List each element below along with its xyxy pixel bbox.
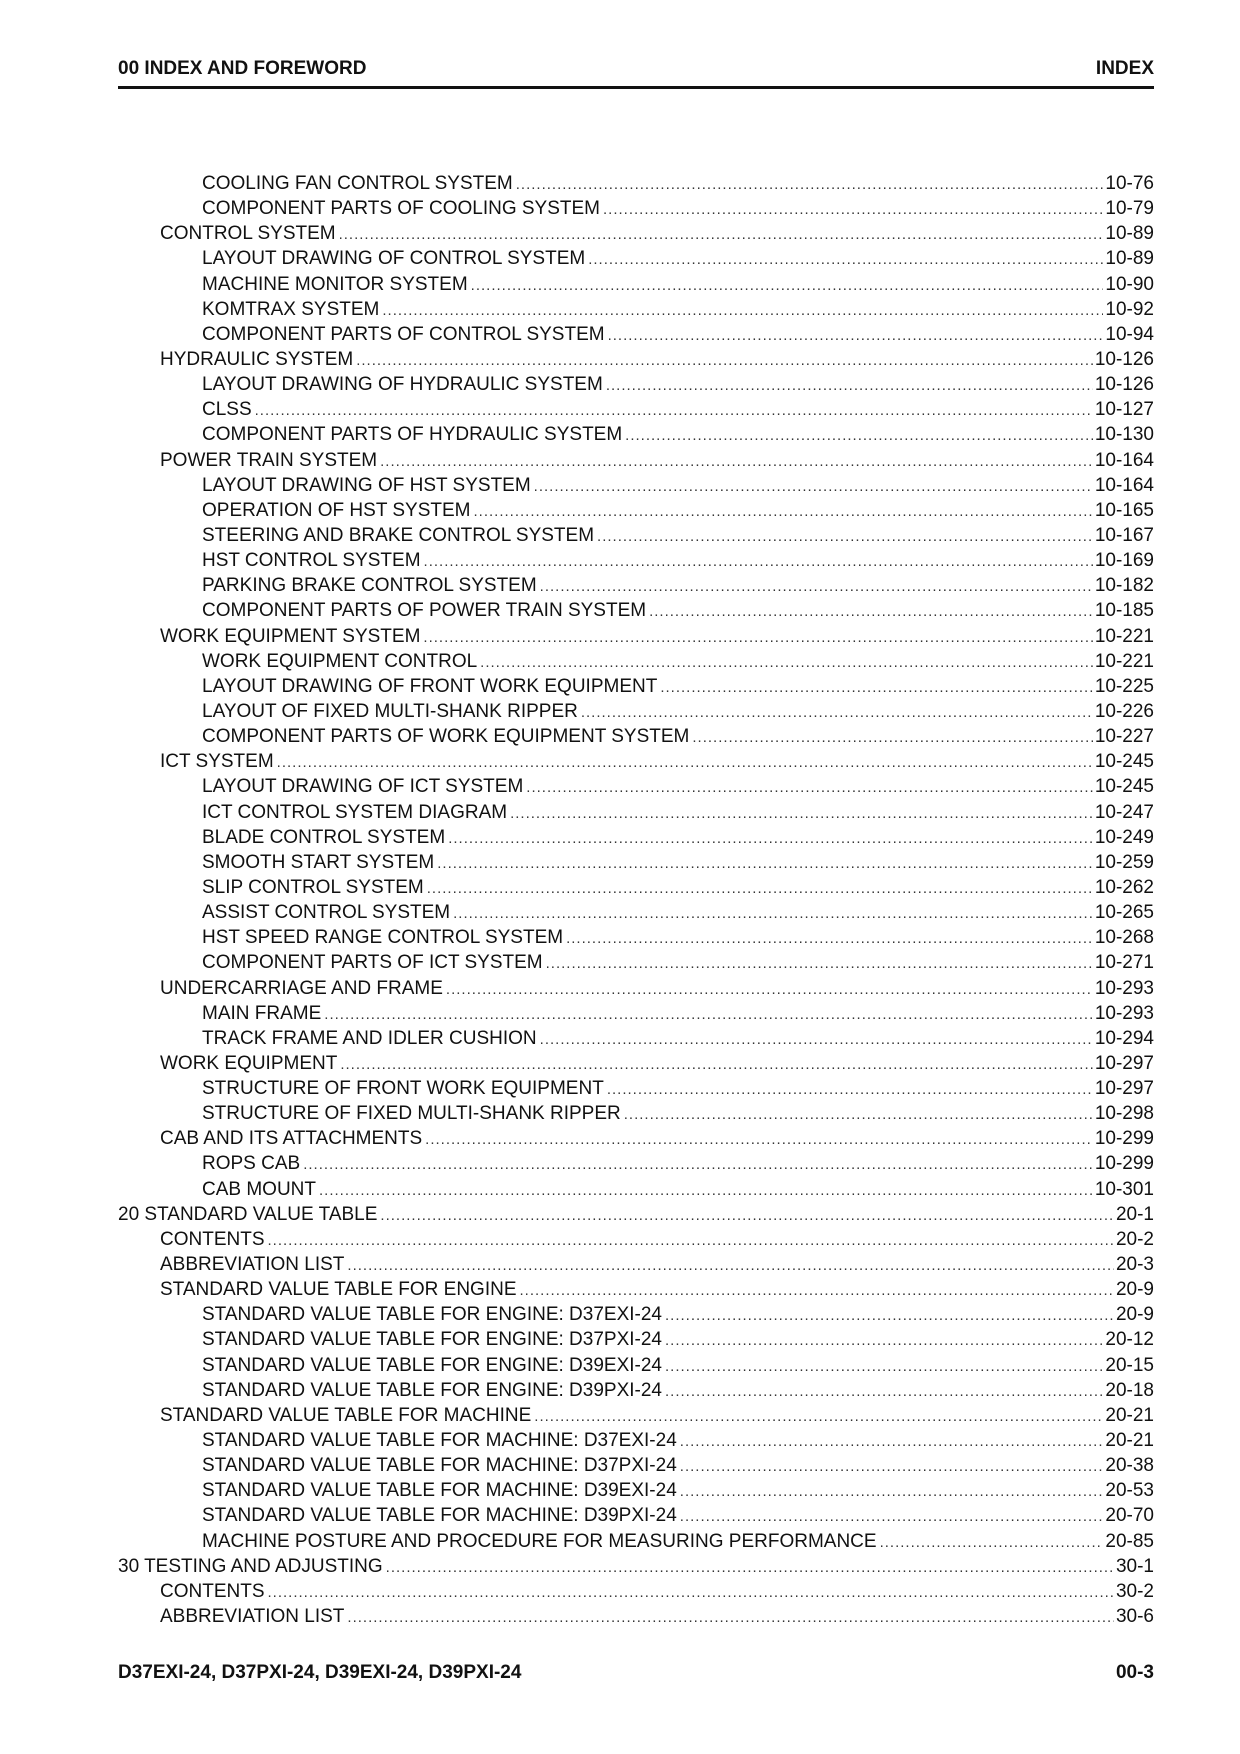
toc-entry[interactable] <box>118 1227 1154 1252</box>
toc-entry-title: CAB MOUNT <box>202 1178 316 1200</box>
dot-leader <box>534 1403 1103 1429</box>
dot-leader <box>319 1177 1093 1203</box>
toc-entry-title: POWER TRAIN SYSTEM <box>160 449 378 471</box>
toc-entry[interactable] <box>118 724 1154 749</box>
dot-leader <box>356 347 1093 373</box>
toc-entry-title: LAYOUT DRAWING OF CONTROL SYSTEM <box>202 248 586 270</box>
toc-entry-title: COMPONENT PARTS OF HYDRAULIC SYSTEM <box>202 424 623 446</box>
toc-entry-page: 20-9 <box>1115 1279 1154 1301</box>
dot-leader <box>453 900 1093 926</box>
toc-entry[interactable] <box>118 749 1154 774</box>
toc-entry-page: 10-299 <box>1094 1153 1154 1175</box>
toc-entry-title: CLSS <box>202 399 252 421</box>
toc-entry-page: 10-259 <box>1094 851 1154 873</box>
toc-entry-title: SMOOTH START SYSTEM <box>202 851 435 873</box>
dot-leader <box>606 372 1093 398</box>
toc-entry[interactable] <box>118 674 1154 699</box>
toc-entry-title: ABBREVIATION LIST <box>160 1606 345 1628</box>
toc-entry-title: ROPS CAB <box>202 1153 301 1175</box>
toc-entry-page: 20-2 <box>1115 1228 1154 1250</box>
dot-leader <box>540 573 1093 599</box>
dot-leader <box>347 1252 1114 1278</box>
toc-entry[interactable] <box>118 1076 1154 1101</box>
toc-entry[interactable] <box>118 850 1154 875</box>
toc-entry-page: 10-94 <box>1105 323 1154 345</box>
toc-entry[interactable] <box>118 598 1154 623</box>
toc-entry-page: 10-164 <box>1094 474 1154 496</box>
toc-entry-page: 10-294 <box>1094 1027 1154 1049</box>
toc-entry[interactable] <box>118 649 1154 674</box>
toc-entry-title: HYDRAULIC SYSTEM <box>160 348 354 370</box>
dot-leader <box>665 1353 1103 1379</box>
toc-entry-title: PARKING BRAKE CONTROL SYSTEM <box>202 575 537 597</box>
toc-entry-page: 10-126 <box>1094 374 1154 396</box>
toc-entry-page: 20-3 <box>1115 1254 1154 1276</box>
toc-entry-page: 10-89 <box>1105 248 1154 270</box>
toc-entry-title: STANDARD VALUE TABLE FOR MACHINE: D39PXI-24 <box>202 1505 677 1527</box>
toc-entry[interactable] <box>118 473 1154 498</box>
toc-entry[interactable] <box>118 448 1154 473</box>
dot-leader <box>347 1604 1114 1630</box>
toc-entry-page: 30-1 <box>1115 1555 1154 1577</box>
toc-entry[interactable] <box>118 950 1154 975</box>
toc-entry-title: KOMTRAX SYSTEM <box>202 298 380 320</box>
toc-entry-title: CONTROL SYSTEM <box>160 223 336 245</box>
toc-entry[interactable] <box>118 1604 1154 1629</box>
toc-entry-title: LAYOUT OF FIXED MULTI-SHANK RIPPER <box>202 700 578 722</box>
toc-entry-page: 10-225 <box>1094 675 1154 697</box>
dot-leader <box>520 1277 1114 1303</box>
toc-entry-title: LAYOUT DRAWING OF HYDRAULIC SYSTEM <box>202 374 603 396</box>
toc-entry-page: 10-299 <box>1094 1128 1154 1150</box>
toc-entry-page: 10-226 <box>1094 700 1154 722</box>
page-footer <box>118 1662 1154 1686</box>
toc-entry-title: STANDARD VALUE TABLE FOR ENGINE: D37EXI-24 <box>202 1304 662 1326</box>
toc-entry-title: STANDARD VALUE TABLE FOR ENGINE <box>160 1279 517 1301</box>
toc-entry-page: 30-6 <box>1115 1606 1154 1628</box>
toc-entry[interactable] <box>118 498 1154 523</box>
toc-entry-title: 20 STANDARD VALUE TABLE <box>118 1203 378 1225</box>
dot-leader <box>380 1202 1114 1228</box>
toc-entry[interactable] <box>118 1026 1154 1051</box>
toc-entry-page: 10-297 <box>1094 1078 1154 1100</box>
toc-entry-title: STANDARD VALUE TABLE FOR ENGINE: D39EXI-24 <box>202 1354 662 1376</box>
toc-entry[interactable] <box>118 196 1154 221</box>
toc-entry[interactable] <box>118 1101 1154 1126</box>
toc-entry[interactable] <box>118 1378 1154 1403</box>
dot-leader <box>588 246 1103 272</box>
dot-leader <box>608 322 1104 348</box>
dot-leader <box>625 422 1093 448</box>
toc-entry-title: MAIN FRAME <box>202 1002 322 1024</box>
toc-entry[interactable] <box>118 1503 1154 1528</box>
toc-entry[interactable] <box>118 347 1154 372</box>
dot-leader <box>546 950 1093 976</box>
toc-entry-title: COMPONENT PARTS OF ICT SYSTEM <box>202 952 543 974</box>
toc-entry-page: 10-301 <box>1094 1178 1154 1200</box>
toc-entry-title: STRUCTURE OF FIXED MULTI-SHANK RIPPER <box>202 1103 621 1125</box>
toc-entry[interactable] <box>118 1554 1154 1579</box>
dot-leader <box>339 221 1104 247</box>
toc-entry-page: 10-298 <box>1094 1103 1154 1125</box>
toc-entry-page: 20-12 <box>1105 1329 1154 1351</box>
toc-entry[interactable] <box>118 1151 1154 1176</box>
dot-leader <box>255 397 1093 423</box>
dot-leader <box>680 1428 1104 1454</box>
dot-leader <box>324 1001 1093 1027</box>
toc-entry-title: COOLING FAN CONTROL SYSTEM <box>202 173 513 194</box>
toc-entry[interactable] <box>118 397 1154 422</box>
dot-leader <box>424 548 1093 574</box>
toc-entry-page: 10-249 <box>1094 826 1154 848</box>
toc-entry-title: OPERATION OF HST SYSTEM <box>202 499 471 521</box>
toc-entry-page: 10-185 <box>1094 600 1154 622</box>
toc-entry-page: 20-21 <box>1105 1404 1154 1426</box>
toc-entry-page: 10-265 <box>1094 902 1154 924</box>
dot-leader <box>665 1378 1103 1404</box>
toc-entry-title: COMPONENT PARTS OF WORK EQUIPMENT SYSTEM <box>202 726 690 748</box>
dot-leader <box>607 1076 1093 1102</box>
dot-leader <box>526 774 1093 800</box>
table-of-contents <box>118 171 1154 1629</box>
toc-entry-title: LAYOUT DRAWING OF HST SYSTEM <box>202 474 531 496</box>
dot-leader <box>534 473 1093 499</box>
toc-entry[interactable] <box>118 875 1154 900</box>
dot-leader <box>624 1101 1093 1127</box>
dot-leader <box>427 875 1093 901</box>
section-title: 00 INDEX AND FOREWORD <box>118 58 367 79</box>
toc-entry-page: 10-127 <box>1094 399 1154 421</box>
toc-entry-page: 20-38 <box>1105 1455 1154 1477</box>
toc-entry-page: 10-182 <box>1094 575 1154 597</box>
toc-entry-title: WORK EQUIPMENT <box>160 1052 338 1074</box>
toc-entry-title: STANDARD VALUE TABLE FOR ENGINE: D39PXI-24 <box>202 1379 662 1401</box>
toc-entry-page: 20-9 <box>1115 1304 1154 1326</box>
toc-entry-title: COMPONENT PARTS OF POWER TRAIN SYSTEM <box>202 600 647 622</box>
toc-entry-title: WORK EQUIPMENT SYSTEM <box>160 625 421 647</box>
toc-entry[interactable] <box>118 1453 1154 1478</box>
toc-entry-page: 30-2 <box>1115 1580 1154 1602</box>
toc-entry-title: COMPONENT PARTS OF CONTROL SYSTEM <box>202 323 605 345</box>
toc-entry-title: SLIP CONTROL SYSTEM <box>202 876 424 898</box>
toc-entry[interactable] <box>118 1327 1154 1352</box>
toc-entry[interactable] <box>118 774 1154 799</box>
toc-entry-page: 10-126 <box>1094 348 1154 370</box>
toc-entry[interactable] <box>118 171 1154 196</box>
toc-entry-title: STANDARD VALUE TABLE FOR ENGINE: D37PXI-24 <box>202 1329 662 1351</box>
toc-entry[interactable] <box>118 1478 1154 1503</box>
dot-leader <box>471 272 1104 298</box>
toc-entry[interactable] <box>118 1202 1154 1227</box>
dot-leader <box>665 1327 1103 1353</box>
toc-entry-page: 20-70 <box>1105 1505 1154 1527</box>
toc-entry-page: 20-21 <box>1105 1430 1154 1452</box>
toc-entry[interactable] <box>118 297 1154 322</box>
toc-entry-page: 10-245 <box>1094 776 1154 798</box>
toc-entry-page: 10-245 <box>1094 751 1154 773</box>
page-header <box>118 58 1154 89</box>
dot-leader <box>680 1478 1104 1504</box>
toc-entry-title: STANDARD VALUE TABLE FOR MACHINE: D37EXI-24 <box>202 1430 677 1452</box>
toc-entry-page: 20-15 <box>1105 1354 1154 1376</box>
dot-leader <box>446 976 1093 1002</box>
dot-leader <box>680 1503 1104 1529</box>
model-list: D37EXI-24, D37PXI-24, D39EXI-24, D39PXI-24 <box>118 1662 522 1683</box>
toc-entry[interactable] <box>118 825 1154 850</box>
dot-leader <box>386 1554 1114 1580</box>
toc-entry[interactable] <box>118 624 1154 649</box>
toc-entry[interactable] <box>118 1353 1154 1378</box>
toc-entry-title: 30 TESTING AND ADJUSTING <box>118 1555 383 1577</box>
toc-entry[interactable] <box>118 1302 1154 1327</box>
toc-entry-title: MACHINE POSTURE AND PROCEDURE FOR MEASURING PERFORMANCE <box>202 1530 877 1552</box>
toc-entry-page: 20-85 <box>1105 1530 1154 1552</box>
toc-entry-page: 10-76 <box>1105 173 1154 194</box>
toc-entry[interactable] <box>118 573 1154 598</box>
toc-entry-page: 10-247 <box>1094 801 1154 823</box>
toc-entry[interactable] <box>118 1403 1154 1428</box>
toc-entry-page: 10-293 <box>1094 1002 1154 1024</box>
toc-entry-page: 20-18 <box>1105 1379 1154 1401</box>
toc-entry-title: TRACK FRAME AND IDLER CUSHION <box>202 1027 537 1049</box>
dot-leader <box>880 1529 1104 1555</box>
toc-entry-page: 10-164 <box>1094 449 1154 471</box>
toc-entry-page: 10-165 <box>1094 499 1154 521</box>
toc-entry-page: 10-221 <box>1094 625 1154 647</box>
toc-entry[interactable] <box>118 1428 1154 1453</box>
toc-entry-page: 10-297 <box>1094 1052 1154 1074</box>
toc-entry-title: CONTENTS <box>160 1580 265 1602</box>
toc-entry-title: HST SPEED RANGE CONTROL SYSTEM <box>202 927 564 949</box>
toc-entry[interactable] <box>118 1177 1154 1202</box>
toc-entry-page: 10-169 <box>1094 550 1154 572</box>
dot-leader <box>277 749 1093 775</box>
toc-entry[interactable] <box>118 800 1154 825</box>
toc-entry[interactable] <box>118 1579 1154 1604</box>
dot-leader <box>480 649 1093 675</box>
toc-entry-page: 10-271 <box>1094 952 1154 974</box>
dot-leader <box>581 699 1093 725</box>
dot-leader <box>597 523 1093 549</box>
toc-entry-page: 10-79 <box>1105 198 1154 220</box>
dot-leader <box>425 1126 1093 1152</box>
toc-entry[interactable] <box>118 1529 1154 1554</box>
toc-entry-title: WORK EQUIPMENT CONTROL <box>202 650 478 672</box>
toc-entry[interactable] <box>118 1252 1154 1277</box>
page-number: 00-3 <box>1115 1662 1154 1683</box>
toc-entry-title: MACHINE MONITOR SYSTEM <box>202 273 468 295</box>
toc-entry[interactable] <box>118 372 1154 397</box>
toc-entry-page: 10-221 <box>1094 650 1154 672</box>
toc-entry-title: CAB AND ITS ATTACHMENTS <box>160 1128 423 1150</box>
toc-entry-page: 10-293 <box>1094 977 1154 999</box>
toc-entry[interactable] <box>118 1126 1154 1151</box>
toc-entry[interactable] <box>118 699 1154 724</box>
dot-leader <box>516 171 1104 197</box>
dot-leader <box>423 624 1092 650</box>
toc-entry[interactable] <box>118 1277 1154 1302</box>
toc-entry[interactable] <box>118 1051 1154 1076</box>
toc-entry-title: STANDARD VALUE TABLE FOR MACHINE <box>160 1404 532 1426</box>
toc-entry[interactable] <box>118 900 1154 925</box>
toc-entry-title: CONTENTS <box>160 1228 265 1250</box>
dot-leader <box>268 1579 1114 1605</box>
dot-leader <box>566 925 1093 951</box>
toc-entry-page: 10-268 <box>1094 927 1154 949</box>
toc-entry[interactable] <box>118 221 1154 246</box>
toc-entry-page: 10-167 <box>1094 524 1154 546</box>
toc-entry-page: 10-262 <box>1094 876 1154 898</box>
toc-entry-title: COMPONENT PARTS OF COOLING SYSTEM <box>202 198 600 220</box>
page-title: INDEX <box>1095 58 1154 79</box>
toc-entry-title: ASSIST CONTROL SYSTEM <box>202 902 451 924</box>
toc-entry-title: ABBREVIATION LIST <box>160 1254 345 1276</box>
toc-entry-page: 10-227 <box>1094 726 1154 748</box>
toc-entry[interactable] <box>118 246 1154 271</box>
toc-entry-title: STRUCTURE OF FRONT WORK EQUIPMENT <box>202 1078 604 1100</box>
toc-entry[interactable] <box>118 925 1154 950</box>
toc-entry-title: ICT SYSTEM <box>160 751 274 773</box>
dot-leader <box>510 800 1093 826</box>
dot-leader <box>382 297 1103 323</box>
toc-entry-title: STANDARD VALUE TABLE FOR MACHINE: D37PXI-24 <box>202 1455 677 1477</box>
toc-entry-page: 20-53 <box>1105 1480 1154 1502</box>
toc-entry-page: 20-1 <box>1115 1203 1154 1225</box>
dot-leader <box>448 825 1093 851</box>
toc-entry-page: 10-89 <box>1105 223 1154 245</box>
dot-leader <box>680 1453 1104 1479</box>
toc-entry[interactable] <box>118 422 1154 447</box>
dot-leader <box>603 196 1103 222</box>
dot-leader <box>692 724 1092 750</box>
toc-entry-title: LAYOUT DRAWING OF FRONT WORK EQUIPMENT <box>202 675 658 697</box>
toc-entry[interactable] <box>118 523 1154 548</box>
toc-entry-title: LAYOUT DRAWING OF ICT SYSTEM <box>202 776 524 798</box>
toc-entry-title: STANDARD VALUE TABLE FOR MACHINE: D39EXI-24 <box>202 1480 677 1502</box>
toc-entry-title: HST CONTROL SYSTEM <box>202 550 421 572</box>
dot-leader <box>303 1151 1093 1177</box>
dot-leader <box>660 674 1093 700</box>
dot-leader <box>665 1302 1114 1328</box>
toc-entry-page: 10-92 <box>1105 298 1154 320</box>
toc-entry[interactable] <box>118 976 1154 1001</box>
toc-entry[interactable] <box>118 272 1154 297</box>
dot-leader <box>437 850 1093 876</box>
toc-entry-page: 10-90 <box>1105 273 1154 295</box>
dot-leader <box>380 448 1093 474</box>
toc-entry[interactable] <box>118 1001 1154 1026</box>
toc-entry-page: 10-130 <box>1094 424 1154 446</box>
toc-entry-title: STEERING AND BRAKE CONTROL SYSTEM <box>202 524 595 546</box>
dot-leader <box>340 1051 1092 1077</box>
dot-leader <box>474 498 1093 524</box>
toc-entry[interactable] <box>118 322 1154 347</box>
dot-leader <box>540 1026 1093 1052</box>
toc-entry-title: BLADE CONTROL SYSTEM <box>202 826 446 848</box>
toc-entry[interactable] <box>118 548 1154 573</box>
dot-leader <box>649 598 1093 624</box>
dot-leader <box>268 1227 1114 1253</box>
toc-entry-title: ICT CONTROL SYSTEM DIAGRAM <box>202 801 508 823</box>
toc-entry-title: UNDERCARRIAGE AND FRAME <box>160 977 443 999</box>
